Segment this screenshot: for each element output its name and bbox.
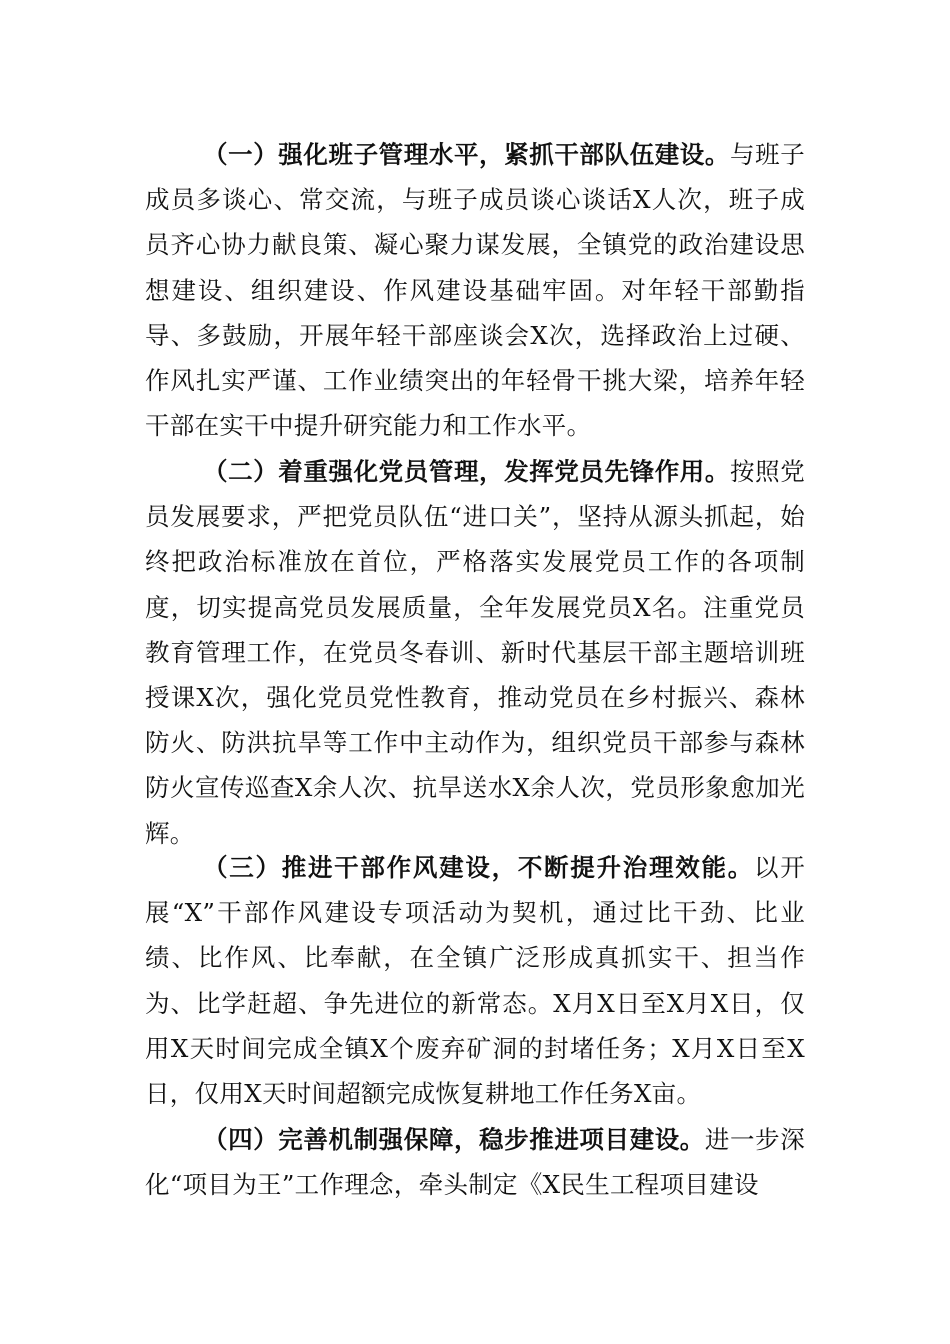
paragraph-3-heading: （三）推进干部作风建设，不断提升治理效能。 (203, 853, 754, 882)
paragraph-3-body: 以开展“X”干部作风建设专项活动为契机，通过比干劲、比业绩、比作风、比奉献，在全镇广泛形成真抓实干、担当作为、比学赶超、争先进位的新常态。X月X日至X月X日，仅用X天时间完成全镇X个废弃矿洞的封堵任务；X月X日至X日，仅用X天时间超额完成恢复耕地工作任务X亩。 (145, 853, 805, 1109)
paragraph-4 (145, 1117, 805, 1207)
paragraph-4-body: 进一步深化“项目为王”工作理念，牵头制定《X民生工程项目建设 (145, 1125, 806, 1200)
paragraph-2 (145, 449, 805, 856)
paragraph-3 (145, 845, 805, 1116)
paragraph-1 (145, 132, 805, 448)
paragraph-2-heading: （二）着重强化党员管理，发挥党员先锋作用。 (203, 457, 730, 486)
paragraph-2-body: 按照党员发展要求，严把党员队伍“进口关”，坚持从源头抓起，始终把政治标准放在首位，严格落实发展党员工作的各项制度，切实提高党员发展质量，全年发展党员X名。注重党员教育管理工作，在党员冬春训、新时代基层干部主题培训班授课X次，强化党员党性教育，推动党员在乡村振兴、森林防火、防洪抗旱等工作中主动作为，组织党员干部参与森林防火宣传巡查X余人次、抗旱送水X余人次，党员形象愈加光辉。 (145, 457, 805, 848)
paragraph-1-body: 与班子成员多谈心、常交流，与班子成员谈心谈话X人次，班子成员齐心协力献良策、凝心聚力谋发展，全镇党的政治建设思想建设、组织建设、作风建设基础牢固。对年轻干部勤指导、多鼓励，开展年轻干部座谈会X次，选择政治上过硬、作风扎实严谨、工作业绩突出的年轻骨干挑大梁，培养年轻干部在实干中提升研究能力和工作水平。 (145, 140, 805, 441)
paragraph-4-heading: （四）完善机制强保障，稳步推进项目建设。 (203, 1125, 705, 1154)
paragraph-1-heading: （一）强化班子管理水平，紧抓干部队伍建设。 (203, 140, 730, 169)
